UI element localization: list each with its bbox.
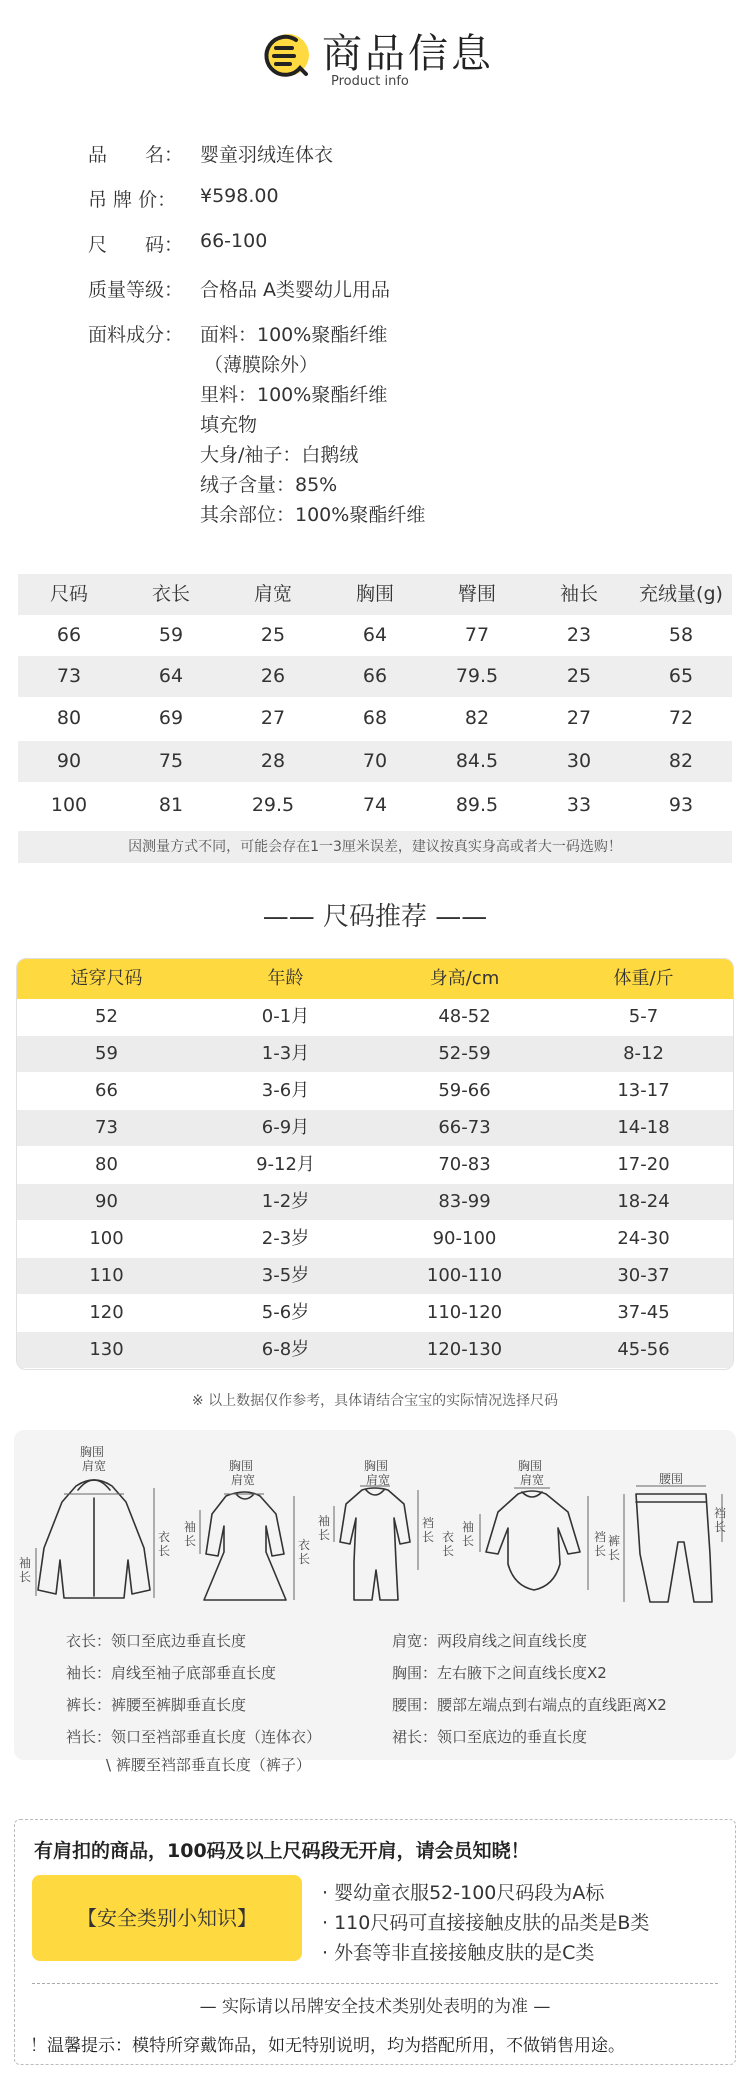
table-cell: 68 <box>362 707 388 729</box>
label-length: 衣长 <box>298 1538 311 1566</box>
table-cell: 82 <box>464 707 490 729</box>
table-row <box>17 1258 733 1294</box>
table-row <box>17 1332 733 1368</box>
table-cell: 28 <box>260 750 286 772</box>
table-cell: 73 <box>95 1117 118 1138</box>
legend-item: 裤长：裤腰至裤脚垂直长度 <box>66 1696 247 1714</box>
label-crotch: 裆长 <box>422 1516 435 1544</box>
label-sleeve: 袖长 <box>462 1520 475 1548</box>
info-row-grade <box>88 275 198 302</box>
table-cell: 100 <box>50 794 88 816</box>
table-cell: 80 <box>95 1154 118 1175</box>
legend-item: 裆长：领口至裆部垂直长度（连体衣） <box>66 1728 322 1746</box>
table-row <box>17 1295 733 1331</box>
table-header-cell: 衣长 <box>151 583 190 605</box>
table-cell: 45-56 <box>617 1339 670 1360</box>
table-header-cell: 袖长 <box>559 583 598 605</box>
table-cell: 81 <box>158 794 184 816</box>
label-sleeve: 袖长 <box>318 1514 331 1542</box>
label-pants-length: 裤长 <box>608 1534 621 1562</box>
table-cell: 75 <box>158 750 184 772</box>
table-cell: 1-2岁 <box>261 1191 310 1212</box>
table-cell: 59-66 <box>438 1080 491 1101</box>
table-cell: 66 <box>95 1080 118 1101</box>
table-header-cell: 年龄 <box>267 968 304 989</box>
info-value-name: 婴童羽绒连体衣 <box>200 144 334 166</box>
table-cell: 93 <box>668 794 694 816</box>
composition-line: 填充物 <box>200 414 258 436</box>
table-header-cell: 胸围 <box>355 583 394 605</box>
table-header-cell: 身高/cm <box>429 968 500 989</box>
table-cell: 24-30 <box>617 1228 670 1249</box>
composition-line: 其余部位：100%聚酯纤维 <box>200 504 426 526</box>
table-cell: 70 <box>362 750 388 772</box>
label-shoulder: 肩宽 <box>82 1459 107 1473</box>
table-row <box>18 615 732 656</box>
table-cell: 3-5岁 <box>261 1265 310 1286</box>
table-cell: 25 <box>260 624 286 646</box>
label-sleeve: 袖长 <box>184 1520 197 1548</box>
table-header-cell: 适穿尺码 <box>70 968 143 989</box>
table-row <box>17 1110 733 1146</box>
table-cell: 70-83 <box>438 1154 491 1175</box>
legend-item: 衣长：领口至底边垂直长度 <box>66 1632 247 1650</box>
size-table-note: 因测量方式不同，可能会存在1一3厘米误差，建议按真实身高或者大一码选购！ <box>18 831 732 863</box>
info-label: 质量等级： <box>88 279 184 301</box>
table-cell: 90-100 <box>432 1228 497 1249</box>
table-cell: 89.5 <box>455 794 499 816</box>
table-cell: 23 <box>566 624 592 646</box>
table-cell: 52-59 <box>438 1043 491 1064</box>
table-cell: 48-52 <box>438 1006 491 1027</box>
info-row-name <box>88 140 198 167</box>
notice-footer: — 实际请以吊牌安全技术类别处表明的为准 — <box>199 1997 551 2017</box>
table-cell: 82 <box>668 750 694 772</box>
table-cell: 59 <box>95 1043 118 1064</box>
notice-headline: 有肩扣的商品，100码及以上尺码段无开肩，请会员知晓！ <box>34 1840 530 1862</box>
notice-bullet: · 110尺码可直接接触皮肤的品类是B类 <box>322 1912 650 1934</box>
divider <box>32 1983 718 1984</box>
table-cell: 14-18 <box>617 1117 670 1138</box>
table-row <box>17 1221 733 1257</box>
table-cell: 65 <box>668 665 694 687</box>
table-cell: 26 <box>260 665 286 687</box>
label-sleeve: 袖长 <box>19 1556 32 1584</box>
warm-tip: ！温馨提示：模特所穿戴饰品，如无特别说明，均为搭配所用，不做销售用途。 <box>30 2036 625 2056</box>
table-cell: 74 <box>362 794 388 816</box>
table-cell: 64 <box>362 624 388 646</box>
table-cell: 64 <box>158 665 184 687</box>
table-cell: 0-1月 <box>261 1006 310 1027</box>
legend-item: 肩宽：两段肩线之间直线长度 <box>392 1632 588 1650</box>
table-cell: 84.5 <box>455 750 499 772</box>
info-label: 吊 牌 价： <box>88 189 177 211</box>
table-cell: 83-99 <box>438 1191 491 1212</box>
table-cell: 79.5 <box>455 665 499 687</box>
legend-item: 腰围：腰部左端点到右端点的直线距离X2 <box>392 1696 667 1714</box>
label-chest: 胸围 <box>518 1459 543 1473</box>
info-label: 尺 码： <box>88 234 184 256</box>
table-cell: 29.5 <box>251 794 295 816</box>
table-cell: 77 <box>464 624 490 646</box>
table-cell: 110-120 <box>426 1302 503 1323</box>
info-value-size: 66-100 <box>200 230 268 252</box>
notice-bullet: · 婴幼童衣服52-100尺码段为A标 <box>322 1882 605 1904</box>
table-cell: 18-24 <box>617 1191 670 1212</box>
label-shoulder: 肩宽 <box>366 1473 391 1487</box>
table-cell: 3-6月 <box>261 1080 310 1101</box>
notice-bullet: · 外套等非直接接触皮肤的是C类 <box>322 1942 595 1964</box>
bodysuit-icon <box>486 1491 580 1590</box>
table-cell: 100-110 <box>426 1265 503 1286</box>
table-cell: 110 <box>89 1265 124 1286</box>
pants-icon <box>636 1494 712 1602</box>
info-value-grade: 合格品 A类婴幼儿用品 <box>200 279 391 301</box>
legend-item: 裙长：领口至底边的垂直长度 <box>392 1728 588 1746</box>
table-cell: 80 <box>56 707 82 729</box>
table-cell: 27 <box>260 707 286 729</box>
table-cell: 5-6岁 <box>261 1302 310 1323</box>
romper-icon <box>340 1488 410 1600</box>
recommend-note: ※ 以上数据仅作参考，具体请结合宝宝的实际情况选择尺码 <box>191 1393 559 1409</box>
label-length: 衣长 <box>442 1530 455 1558</box>
label-shoulder: 肩宽 <box>231 1473 256 1487</box>
table-row <box>18 785 732 826</box>
table-cell: 120-130 <box>426 1339 503 1360</box>
table-row <box>18 656 732 697</box>
table-header-cell: 尺码 <box>49 583 88 605</box>
table-cell: 66 <box>362 665 388 687</box>
table-cell: 100 <box>89 1228 124 1249</box>
info-row-composition <box>88 320 198 347</box>
section-title: —— 尺码推荐 —— <box>262 902 488 932</box>
table-header-row <box>18 574 732 615</box>
table-cell: 17-20 <box>617 1154 670 1175</box>
label-length: 衣长 <box>158 1530 171 1558</box>
chat-bubble-lines-icon <box>262 30 312 80</box>
table-cell: 6-9月 <box>261 1117 310 1138</box>
info-row-price <box>88 185 198 212</box>
table-cell: 5-7 <box>628 1006 659 1027</box>
table-cell: 13-17 <box>617 1080 670 1101</box>
table-cell: 58 <box>668 624 694 646</box>
table-cell: 6-8岁 <box>261 1339 310 1360</box>
legend-item: 袖长：肩线至袖子底部垂直长度 <box>66 1664 277 1682</box>
composition-line: 里料：100%聚酯纤维 <box>200 384 388 406</box>
page-title: 商品信息 <box>322 31 494 77</box>
table-row <box>17 1147 733 1183</box>
table-cell: 1-3月 <box>261 1043 310 1064</box>
table-row <box>17 999 733 1035</box>
dress-icon <box>204 1492 286 1600</box>
table-cell: 66 <box>56 624 82 646</box>
info-label: 面料成分： <box>88 324 184 346</box>
table-row <box>17 1073 733 1109</box>
label-chest: 胸围 <box>364 1459 389 1473</box>
table-header-cell: 充绒量(g) <box>639 583 723 605</box>
table-cell: 52 <box>95 1006 118 1027</box>
table-row <box>17 1036 733 1072</box>
page-subtitle: Product info <box>331 74 409 89</box>
label-crotch: 裆长 <box>594 1530 607 1558</box>
table-cell: 73 <box>56 665 82 687</box>
recommend-table <box>16 958 734 1370</box>
table-cell: 30-37 <box>617 1265 670 1286</box>
measurement-diagram <box>14 1430 736 1774</box>
info-value-price: ¥598.00 <box>200 185 279 207</box>
table-cell: 120 <box>89 1302 124 1323</box>
composition-line: （薄膜除外） <box>204 354 319 376</box>
table-cell: 9-12月 <box>256 1154 315 1175</box>
table-cell: 90 <box>95 1191 118 1212</box>
label-waist: 腰围 <box>659 1472 684 1486</box>
table-header-row <box>17 959 733 999</box>
table-cell: 59 <box>158 624 184 646</box>
table-header-cell: 臀围 <box>457 583 496 605</box>
info-row-size <box>88 230 198 257</box>
label-crotch: 裆长 <box>714 1506 727 1534</box>
legend-item: 胸围：左右腋下之间直线长度X2 <box>392 1664 607 1682</box>
table-cell: 66-73 <box>438 1117 491 1138</box>
table-cell: 33 <box>566 794 592 816</box>
table-cell: 8-12 <box>623 1043 664 1064</box>
table-cell: 27 <box>566 707 592 729</box>
label-chest: 胸围 <box>229 1459 254 1473</box>
table-cell: 25 <box>566 665 592 687</box>
info-label: 品 名： <box>88 144 184 166</box>
table-cell: 130 <box>89 1339 124 1360</box>
table-row <box>18 741 732 782</box>
table-cell: 69 <box>158 707 184 729</box>
composition-line: 大身/袖子：白鹅绒 <box>200 444 359 466</box>
table-row <box>18 698 732 739</box>
table-cell: 30 <box>566 750 592 772</box>
safety-category-button[interactable]: 【安全类别小知识】 <box>32 1875 302 1961</box>
table-cell: 72 <box>668 707 694 729</box>
table-row <box>17 1184 733 1220</box>
table-cell: 37-45 <box>617 1302 670 1323</box>
label-shoulder: 肩宽 <box>520 1473 545 1487</box>
jacket-icon <box>38 1480 150 1598</box>
composition-line: 绒子含量：85% <box>200 474 338 496</box>
legend-item-extra: \ 裤腰至裆部垂直长度（裤子） <box>106 1756 311 1774</box>
table-header-cell: 体重/斤 <box>613 968 674 989</box>
table-header-cell: 肩宽 <box>253 583 292 605</box>
table-cell: 2-3岁 <box>261 1228 310 1249</box>
label-chest: 胸围 <box>80 1445 105 1459</box>
table-cell: 90 <box>56 750 82 772</box>
composition-line: 面料：100%聚酯纤维 <box>200 324 388 346</box>
